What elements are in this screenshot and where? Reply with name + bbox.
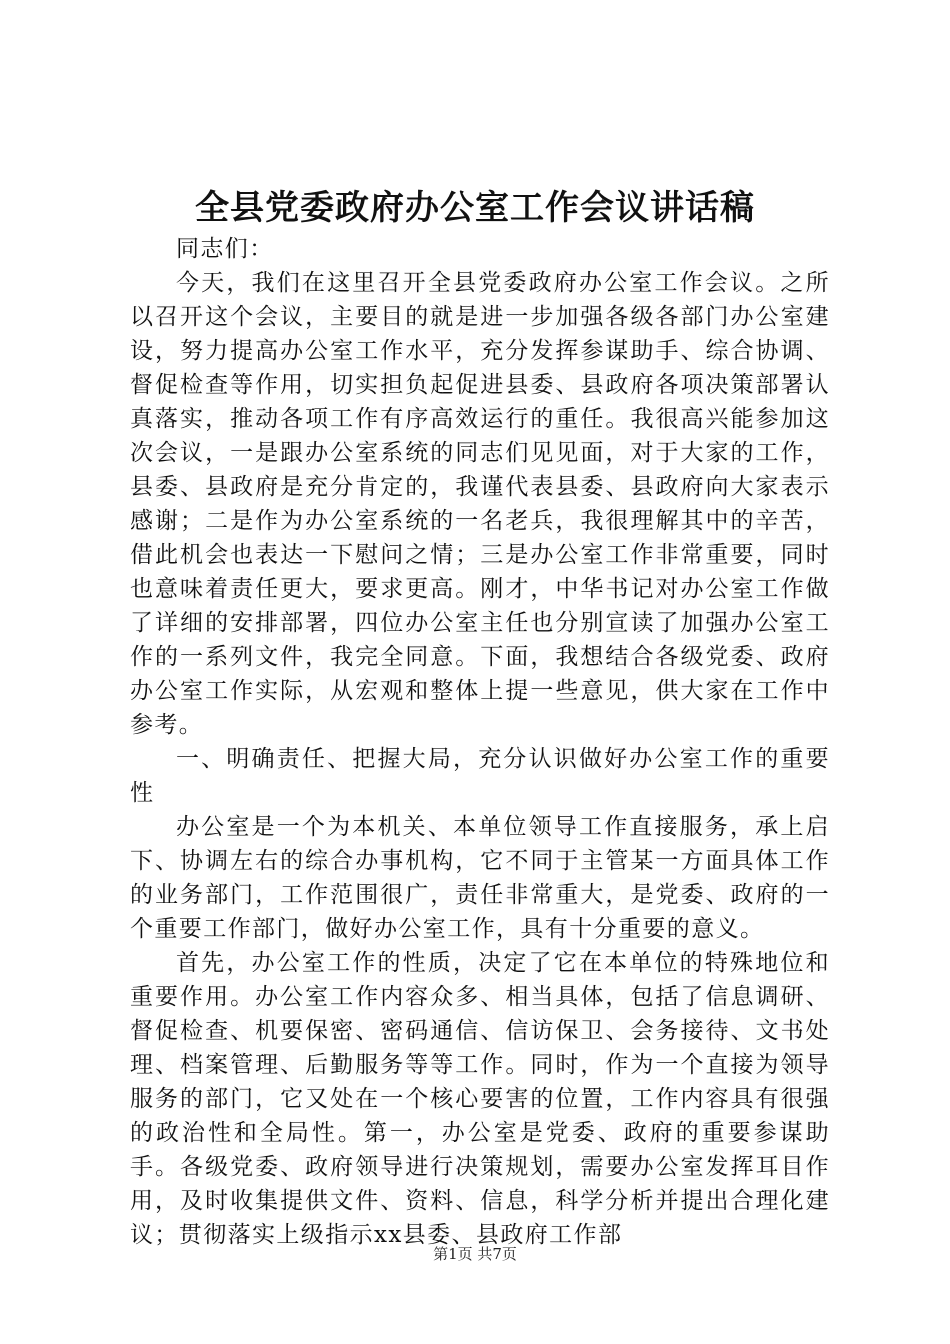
body-paragraph: 办公室是一个为本机关、本单位领导工作直接服务，承上启下、协调左右的综合办事机构，它不同于主管某一方面具体工作的业务部门，工作范围很广，责任非常重大，是党委、政府的一个重要工作部门，做好办公室工作，具有十分重要的意义。 <box>130 814 830 942</box>
document-title: 全县党委政府办公室工作会议讲话稿 <box>195 188 755 228</box>
salutation-paragraph: 同志们： <box>176 236 274 262</box>
page-footer: 第1页 共7页 <box>433 1245 517 1263</box>
section-heading-1: 一、明确责任、把握大局，充分认识做好办公室工作的重要性 <box>130 746 830 806</box>
document-body <box>130 232 830 1252</box>
opening-paragraph: 今天，我们在这里召开全县党委政府办公室工作会议。之所以召开这个会议，主要目的就是进一步加强各级各部门办公室建设，努力提高办公室工作水平，充分发挥参谋助手、综合协调、督促检查等作用，切实担负起促进县委、县政府各项决策部署认真落实，推动各项工作有序高效运行的重任。我很高兴能参加这次会议，一是跟办公室系统的同志们见见面，对于大家的工作，县委、县政府是充分肯定的，我谨代表县委、县政府向大家表示感谢；二是作为办公室系统的一名老兵，我很理解其中的辛苦，借此机会也表达一下慰问之情；三是办公室工作非常重要，同时也意味着责任更大，要求更高。刚才，中华书记对办公室工作做了详细的安排部署，四位办公室主任也分别宣读了加强办公室工作的一系列文件，我完全同意。下面，我想结合各级党委、政府办公室工作实际，从宏观和整体上提一些意见，供大家在工作中参考。 <box>130 270 830 738</box>
body-paragraph: 首先，办公室工作的性质，决定了它在本单位的特殊地位和重要作用。办公室工作内容众多、相当具体，包括了信息调研、督促检查、机要保密、密码通信、信访保卫、会务接待、文书处理、档案管理、后勤服务等等工作。同时，作为一个直接为领导服务的部门，它又处在一个核心要害的位置，工作内容具有很强的政治性和全局性。第一，办公室是党委、政府的重要参谋助手。各级党委、政府领导进行决策规划，需要办公室发挥耳目作用，及时收集提供文件、资料、信息，科学分析并提出合理化建议；贯彻落实上级指示xx县委、县政府工作部 <box>130 950 830 1248</box>
